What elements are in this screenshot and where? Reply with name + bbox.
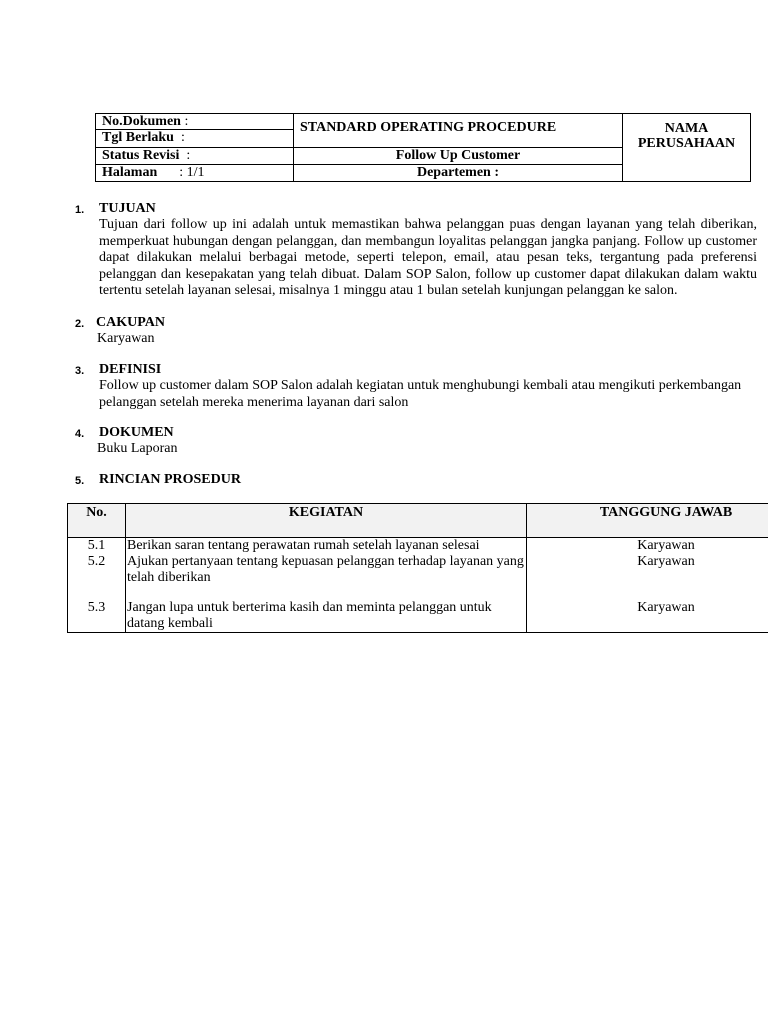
section-title: RINCIAN PROSEDUR — [99, 472, 241, 487]
table-row — [68, 600, 768, 633]
company-name-line1: NAMA — [664, 121, 709, 136]
departemen-cell — [294, 165, 623, 182]
row-no: 5.3 — [68, 600, 126, 633]
status-revisi-colon: : — [186, 148, 191, 163]
no-dokumen-label: No.Dokumen — [102, 114, 181, 129]
company-name-line2: PERUSAHAAN — [637, 136, 736, 151]
subject-cell — [294, 148, 623, 165]
section-body: Karyawan — [97, 331, 155, 346]
col-header-kegiatan: KEGIATAN — [126, 504, 527, 538]
halaman-value: : 1/1 — [179, 165, 205, 180]
sop-subject: Follow Up Customer — [395, 148, 521, 163]
tgl-berlaku-cell — [96, 130, 294, 148]
section-title: TUJUAN — [99, 201, 156, 216]
no-dokumen-colon: : — [184, 114, 189, 129]
row-kegiatan: Jangan lupa untuk berterima kasih dan meminta pelanggan untuk datang kembali — [126, 600, 527, 633]
row-pic: Karyawan — [527, 554, 768, 600]
sop-header-table — [95, 113, 751, 182]
section-body: Follow up customer dalam SOP Salon adalah kegiatan untuk menghubungi kembali atau mengikuti perkembangan pelanggan setelah mereka menerima layanan dari salon — [99, 378, 742, 410]
col-header-no: No. — [68, 504, 126, 538]
table-row — [68, 554, 768, 600]
section-body: Tujuan dari follow up ini adalah untuk memastikan bahwa pelanggan puas dengan layanan yang telah diberikan, memperkuat hubungan dengan pelanggan, dan membangun loyalitas pelanggan jangka panjang. Follow up customer dapat dilakukan melalui berbagai metode, seperti telepon, email, atau pesan teks, tergantung pada preferensi pelanggan dan kesepakatan yang telah dibuat. Dalam SOP Salon, follow up customer dapat dilakukan dalam waktu tertentu setelah layanan selesai, misalnya 1 minggu atau 1 bulan setelah kunjungan pelanggan ke salon. — [99, 217, 757, 298]
section-number: 3. — [75, 365, 85, 377]
procedure-table — [67, 503, 768, 633]
row-no: 5.2 — [68, 554, 126, 600]
section-title: DEFINISI — [99, 362, 162, 377]
sop-title: STANDARD OPERATING PROCEDURE — [300, 120, 557, 135]
no-dokumen-cell — [96, 114, 294, 130]
col-header-tanggung-jawab: TANGGUNG JAWAB — [527, 504, 768, 538]
table-row — [68, 538, 768, 555]
row-pic: Karyawan — [527, 600, 768, 633]
departemen-label: Departemen : — [416, 165, 500, 180]
sop-title-cell — [294, 114, 623, 148]
section-number: 4. — [75, 428, 85, 440]
row-kegiatan: Ajukan pertanyaan tentang kepuasan pelanggan terhadap layanan yang telah diberikan — [126, 554, 527, 600]
status-revisi-cell — [96, 148, 294, 165]
status-revisi-label: Status Revisi — [102, 148, 180, 163]
tgl-berlaku-colon: : — [180, 130, 185, 145]
section-number: 2. — [75, 318, 85, 330]
section-title: DOKUMEN — [99, 425, 174, 440]
section-number: 5. — [75, 475, 85, 487]
section-body: Buku Laporan — [97, 441, 178, 456]
halaman-label: Halaman — [102, 165, 158, 180]
company-cell — [623, 114, 751, 182]
row-pic: Karyawan — [527, 538, 768, 555]
tgl-berlaku-label: Tgl Berlaku — [102, 130, 174, 145]
section-title: CAKUPAN — [96, 315, 165, 330]
row-kegiatan: Berikan saran tentang perawatan rumah setelah layanan selesai — [126, 538, 527, 555]
section-number: 1. — [75, 204, 85, 216]
halaman-cell — [96, 165, 294, 182]
row-no: 5.1 — [68, 538, 126, 555]
